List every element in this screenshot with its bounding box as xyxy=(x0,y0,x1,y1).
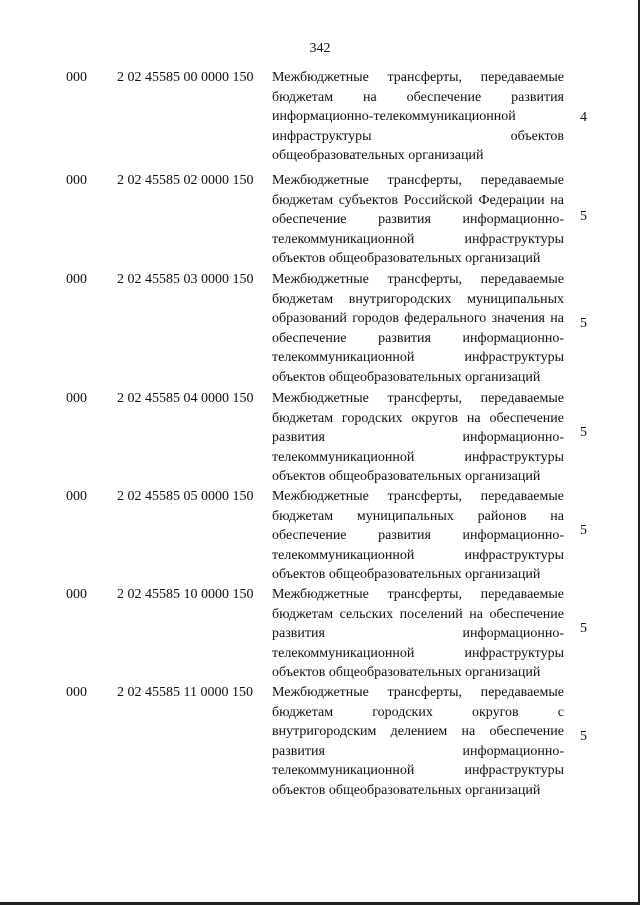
row-value: 5 xyxy=(580,425,587,440)
row-value: 5 xyxy=(580,316,587,331)
row-value: 5 xyxy=(580,621,587,636)
budget-classification-code: 2 02 45585 03 0000 150 xyxy=(117,272,254,287)
row-value: 4 xyxy=(580,110,587,125)
row-description: Межбюджетные трансферты, передаваемые бюджетам муниципальных районов на обеспечение развития информационно-телекоммуникационной инфраструктуры объектов общеобразовательных организаций xyxy=(272,489,564,583)
page-number: 342 xyxy=(309,41,331,56)
budget-classification-code: 2 02 45585 10 0000 150 xyxy=(117,587,254,602)
row-value: 5 xyxy=(580,523,587,538)
admin-code: 000 xyxy=(66,173,87,188)
row-description: Межбюджетные трансферты, передаваемые бюджетам на обеспечение развития информационно-телекоммуникационной инфраструктуры объектов общеобразовательных организаций xyxy=(272,70,564,164)
row-description: Межбюджетные трансферты, передаваемые бюджетам городских округов с внутригородским делением на обеспечение развития информационно-телекоммуникационной инфраструктуры объектов общеобразовательных организаций xyxy=(272,685,564,798)
budget-classification-code: 2 02 45585 05 0000 150 xyxy=(117,489,254,504)
row-value: 5 xyxy=(580,729,587,744)
admin-code: 000 xyxy=(66,70,87,85)
budget-classification-code: 2 02 45585 11 0000 150 xyxy=(117,685,253,700)
budget-classification-code: 2 02 45585 04 0000 150 xyxy=(117,391,254,406)
row-description: Межбюджетные трансферты, передаваемые бюджетам субъектов Российской Федерации на обеспечение развития информационно-телекоммуникационной инфраструктуры объектов общеобразовательных организаций xyxy=(272,173,564,267)
budget-classification-code: 2 02 45585 00 0000 150 xyxy=(117,70,254,85)
admin-code: 000 xyxy=(66,587,87,602)
admin-code: 000 xyxy=(66,272,87,287)
row-description: Межбюджетные трансферты, передаваемые бюджетам сельских поселений на обеспечение развития информационно-телекоммуникационной инфраструктуры объектов общеобразовательных организаций xyxy=(272,587,564,681)
row-description: Межбюджетные трансферты, передаваемые бюджетам городских округов на обеспечение развития информационно-телекоммуникационной инфраструктуры объектов общеобразовательных организаций xyxy=(272,391,564,485)
admin-code: 000 xyxy=(66,489,87,504)
row-description: Межбюджетные трансферты, передаваемые бюджетам внутригородских муниципальных образований городов федерального значения на обеспечение развития информационно-телекоммуникационной инфраструктуры объектов общеобразовательных организаций xyxy=(272,272,564,385)
admin-code: 000 xyxy=(66,391,87,406)
budget-classification-code: 2 02 45585 02 0000 150 xyxy=(117,173,254,188)
admin-code: 000 xyxy=(66,685,87,700)
row-value: 5 xyxy=(580,209,587,224)
